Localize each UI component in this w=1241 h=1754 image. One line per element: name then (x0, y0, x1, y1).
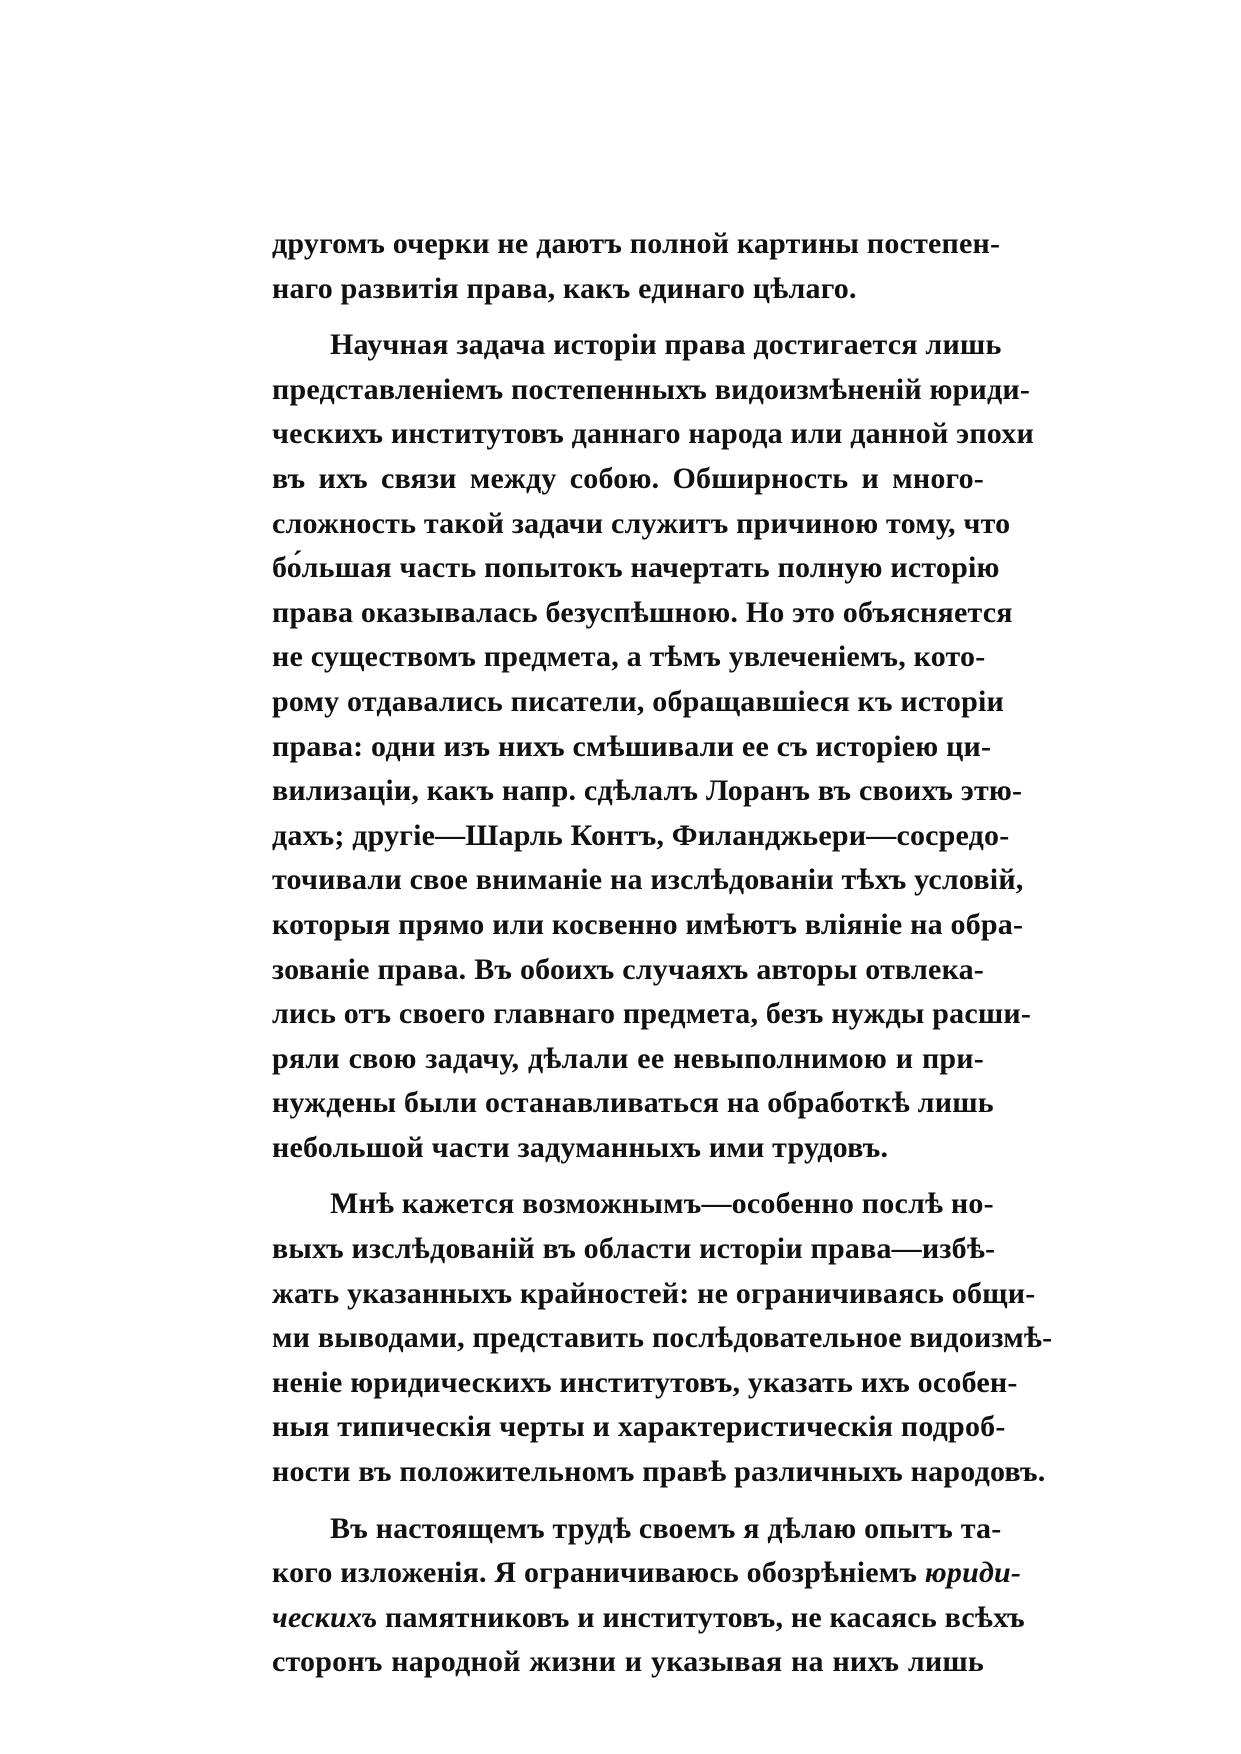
text-line: наго развитія права, какъ единаго цѣлаго. (272, 271, 857, 305)
text-line: вилизаціи, какъ напр. сдѣлалъ Лоранъ въ своихъ этю- (272, 774, 1023, 808)
text-line: представленіемъ постепенныхъ видоизмѣненій юриди- (272, 372, 1031, 406)
text-line (272, 1596, 1025, 1641)
text-line: зованіе права. Въ обоихъ случаяхъ авторы отвлека- (272, 952, 984, 986)
text-line: неніе юридическихъ институтовъ, указать ихъ особен- (272, 1365, 1018, 1399)
text-line: лись отъ своего главнаго предмета, безъ нужды расши- (272, 997, 1032, 1031)
text-line (272, 1551, 1022, 1596)
text-line: ности въ положительномъ правѣ различныхъ народовъ. (272, 1455, 1046, 1489)
text-line: ческихъ институтовъ даннаго народа или данной эпохи (272, 417, 1034, 451)
text-line: права оказывалась безуспѣшною. Но это объясняется (272, 595, 1013, 629)
text-line: другомъ очерки не даютъ полной картины постепен- (272, 227, 1001, 260)
text-line: Научная задача исторіи права достигается лишь (330, 328, 1002, 362)
text-line: выхъ изслѣдованій въ области исторіи права—избѣ- (272, 1232, 996, 1266)
paragraph-1 (272, 222, 1001, 311)
text-line: ми выводами, представить послѣдовательное видоизмѣ- (272, 1321, 1053, 1355)
italic-text-segment: ческихъ (272, 1600, 378, 1634)
italic-text-segment: юриди- (924, 1556, 1022, 1590)
text-line: нуждены были останавливаться на обработкѣ лишь (272, 1086, 994, 1120)
text-line: Въ настоящемъ трудѣ своемъ я дѣлаю опытъ та- (330, 1511, 1002, 1545)
text-line: дахъ; другіе—Шарль Контъ, Филанджьери—сосредо- (272, 818, 1010, 852)
text-line: въ ихъ связи между собою. Обширность и много- (272, 461, 984, 495)
text-line: сторонъ народной жизни и указывая на нихъ лишь (272, 1645, 984, 1679)
text-line: рому отдавались писатели, обращавшіеся къ исторіи (272, 684, 1004, 718)
text-line: точивали свое вниманіе на изслѣдованіи тѣхъ условій, (272, 863, 1024, 897)
text-line: жать указанныхъ крайностей: не ограничиваясь общи- (272, 1276, 1036, 1310)
text-line: бо́льшая часть попытокъ начертать полную исторію (272, 551, 1000, 585)
text-line: сложность такой задачи служитъ причиною тому, что (272, 506, 1011, 540)
paragraph-3 (272, 1182, 1053, 1494)
text-line: не существомъ предмета, а тѣмъ увлеченіемъ, кото- (272, 640, 986, 674)
paragraph-4 (272, 1507, 1025, 1685)
body-text (272, 222, 1053, 1685)
text-line: ряли свою задачу, дѣлали ее невыполнимою и при- (272, 1041, 984, 1075)
text-line: небольшой части задуманныхъ ими трудовъ. (272, 1130, 889, 1164)
text-line: Мнѣ кажется возможнымъ—особенно послѣ но- (330, 1187, 994, 1221)
text-segment: памятниковъ и институтовъ, не касаясь всѣхъ (377, 1600, 1025, 1634)
text-segment: кого изложенія. Я ограничиваюсь обозрѣніемъ (272, 1556, 925, 1590)
text-line: права: одни изъ нихъ смѣшивали ее съ исторіею ци- (272, 729, 992, 763)
text-line: ныя типическія черты и характеристическія подроб- (272, 1410, 1006, 1444)
text-line: которыя прямо или косвенно имѣютъ вліяніе на обра- (272, 907, 1024, 941)
paragraph-2 (272, 323, 1034, 1170)
